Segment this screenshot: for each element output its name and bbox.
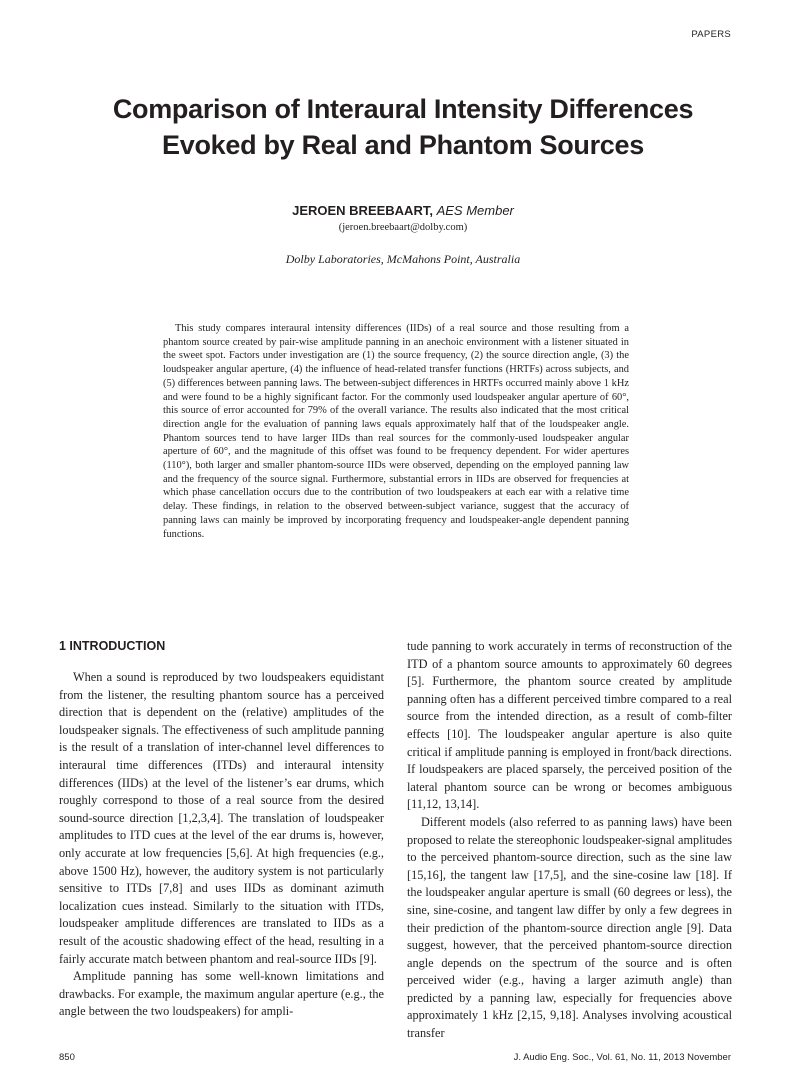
left-column <box>59 638 384 1021</box>
paragraph: When a sound is reproduced by two loudspeakers equidistant from the listener, the resulting phantom source has a perceived direction that is dependent on the (relative) amplitudes of the loudspeaker signals. The effectiveness of such amplitude panning is the result of a translation of inter-channel level differences to interaural time differences (ITDs) and interaural intensity differences (IIDs) at the level of the listener’s ear drums, which roughly correspond to those of a real source from the desired sound-source direction [1,2,3,4]. The translation of loudspeaker amplitudes to ITD cues at the level of the ear drums is, however, only accurate at low frequencies [5,6]. At high frequencies (e.g., above 1500 Hz), however, the auditory system is not particularly sensitive to ITDs [7,8] and uses IIDs as dominant azimuth localization cues instead. Similarly to the situation with ITDs, loudspeaker amplitude differences are translated to IIDs as a result of the acoustic shadowing effect of the head, resulting in a fairly accurate match between phantom and real-source IIDs [9]. <box>59 670 384 966</box>
running-head: PAPERS <box>691 29 731 40</box>
title-line-1: Comparison of Interaural Intensity Differences <box>112 94 694 124</box>
section-heading: 1 INTRODUCTION <box>59 639 166 653</box>
page-number: 850 <box>59 1052 75 1063</box>
paper-title <box>40 91 766 163</box>
author-affiliation: Dolby Laboratories, McMahons Point, Australia <box>285 252 521 266</box>
author-email: (jeroen.breebaart@dolby.com) <box>338 222 468 233</box>
author-line <box>0 203 806 218</box>
author-name: JEROEN BREEBAART, <box>292 203 433 218</box>
author-membership: AES Member <box>436 203 514 218</box>
title-line-2: Evoked by Real and Phantom Sources <box>162 130 644 160</box>
abstract: This study compares interaural intensity differences (IIDs) of a real source and those resulting from a phantom source created by pair-wise amplitude panning in an anechoic environment with a listener situated in the sweet spot. Factors under investigation are (1) the source frequency, (2) the source direction angle, (3) the loudspeaker angular aperture, (4) the influence of head-related transfer functions (HRTFs) across subjects, and (5) differences between panning laws. The between-subject differences in HRTFs occurred mainly above 1 kHz and were found to be a highly significant factor. For the commonly used loudspeaker angular aperture of 60°, this source of error accounted for 79% of the overall variance. The results also indicated that the most critical direction angle for the evaluation of panning laws equals approximately half that of the loudspeaker angle. Phantom sources tend to have larger IIDs than real sources for the commonly-used loudspeaker angular aperture of 60°, and the magnitude of this offset was found to be frequency dependent. For wider apertures (110°), both larger and smaller phantom-source IIDs were observed, depending on the employed panning law and the frequency of the source signal. Furthermore, substantial errors in IIDs are observed for frequencies at which phase cancellation occurs due to the contribution of two loudspeakers at each ear with a relative time delay. These findings, in relation to the observed between-subject variance, suggest that the accuracy of panning laws can mainly be improved by incorporating frequency and loudspeaker-angle dependent panning functions. <box>163 323 629 540</box>
paragraph: Different models (also referred to as panning laws) have been proposed to relate the stereophonic loudspeaker-signal amplitudes to the perceived phantom-source direction, such as the sine law [15,16], the tangent law [17,5], and the sine-cosine law [18]. If the loudspeaker angular aperture is small (60 degrees or less), the sine, sine-cosine, and tangent law differ by only a few degrees in their prediction of the phantom-source direction angle [9]. Data suggest, however, that the perceived phantom-source direction angle depends on the spectrum of the source and is often perceived wider (e.g., having a larger azimuth angle) than predicted by a panning law, especially for frequencies above approximately 1 kHz [2,15, 9,18]. Analyses involving acoustical transfer <box>407 814 732 1041</box>
journal-citation: J. Audio Eng. Soc., Vol. 61, No. 11, 2013 November <box>513 1052 731 1063</box>
paragraph: Amplitude panning has some well-known limitations and drawbacks. For example, the maximum angular aperture (e.g., the angle between the two loudspeakers) for ampli- <box>59 969 384 1019</box>
right-column <box>407 638 732 1043</box>
paragraph: tude panning to work accurately in terms of reconstruction of the ITD of a phantom source amounts to approximately 60 degrees [5]. Furthermore, the phantom source created by amplitude panning often has a different perceived timbre compared to a real source from the intended direction, as a result of comb-filter effects [10]. The loudspeaker angular aperture is also quite critical if amplitude panning is employed in front/back directions. If loudspeakers are placed sparsely, the perceived position of the lateral phantom source can be wrong or becomes ambiguous [11,12, 13,14]. <box>407 639 732 812</box>
